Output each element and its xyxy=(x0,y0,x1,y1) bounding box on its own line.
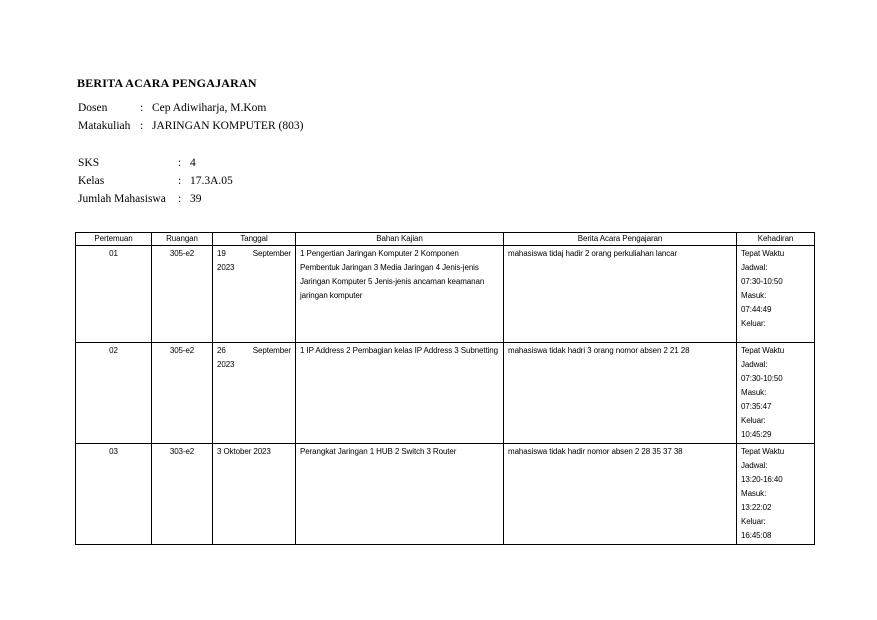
matakuliah-row xyxy=(78,117,303,135)
cell-pertemuan: 02 xyxy=(76,343,152,444)
tanggal-day-month xyxy=(217,344,291,358)
kehadiran-masuk: 07:44:49 xyxy=(741,305,772,314)
cell-tanggal: 3 Oktober 2023 xyxy=(213,444,296,545)
cell-kehadiran xyxy=(737,246,815,343)
cell-ruangan: 303-e2 xyxy=(152,444,213,545)
tanggal-day: 26 xyxy=(217,346,226,355)
kehadiran-status: Tepat Waktu xyxy=(741,346,785,355)
cell-berita-acara: mahasiswa tidak hadir nomor absen 2 28 35 37 38 xyxy=(504,444,737,545)
tanggal-year: 2023 xyxy=(217,263,235,272)
document-title: BERITA ACARA PENGAJARAN xyxy=(77,76,257,90)
table-row xyxy=(76,343,815,444)
kehadiran-masuk-label: Masuk: xyxy=(741,388,767,397)
table-header-row xyxy=(76,233,815,246)
cell-tanggal xyxy=(213,343,296,444)
kehadiran-keluar-label: Keluar: xyxy=(741,416,766,425)
dosen-colon: : xyxy=(140,102,144,114)
sks-colon: : xyxy=(178,157,182,169)
kehadiran-keluar: 10:45:29 xyxy=(741,430,772,439)
cell-berita-acara: mahasiswa tidaj hadir 2 orang perkuliahan lancar xyxy=(504,246,737,343)
cell-pertemuan: 03 xyxy=(76,444,152,545)
kelas-colon: : xyxy=(178,175,182,187)
class-info xyxy=(78,154,233,208)
jumlah-mahasiswa-value: 39 xyxy=(190,193,202,205)
kehadiran-jadwal: 07:30-10:50 xyxy=(741,277,783,286)
kehadiran-status: Tepat Waktu xyxy=(741,249,785,258)
kehadiran-jadwal-label: Jadwal: xyxy=(741,360,768,369)
kelas-row xyxy=(78,172,233,190)
table-row xyxy=(76,444,815,545)
tanggal-day: 19 xyxy=(217,249,226,258)
matakuliah-label: Matakuliah xyxy=(78,120,131,132)
sks-value: 4 xyxy=(190,157,196,169)
jumlah-mahasiswa-label: Jumlah Mahasiswa xyxy=(78,193,166,205)
kehadiran-jadwal: 07:30-10:50 xyxy=(741,374,783,383)
header-kehadiran: Kehadiran xyxy=(737,233,815,246)
cell-bahan-kajian: 1 IP Address 2 Pembagian kelas IP Address 3 Subnetting xyxy=(296,343,504,444)
matakuliah-colon: : xyxy=(140,120,144,132)
tanggal-month: September xyxy=(252,249,291,258)
cell-kehadiran xyxy=(737,343,815,444)
tanggal-year: 2023 xyxy=(217,360,235,369)
cell-bahan-kajian: Perangkat Jaringan 1 HUB 2 Switch 3 Router xyxy=(296,444,504,545)
kehadiran-masuk: 13:22:02 xyxy=(741,503,772,512)
kehadiran-masuk: 07:35:47 xyxy=(741,402,772,411)
cell-tanggal xyxy=(213,246,296,343)
sks-label: SKS xyxy=(78,157,100,169)
jumlah-mahasiswa-colon: : xyxy=(178,193,182,205)
kelas-value: 17.3A.05 xyxy=(190,175,233,187)
kehadiran-jadwal-label: Jadwal: xyxy=(741,263,768,272)
header-ruangan: Ruangan xyxy=(152,233,213,246)
header-berita-acara: Berita Acara Pengajaran xyxy=(504,233,737,246)
kehadiran-jadwal-label: Jadwal: xyxy=(741,461,768,470)
kehadiran-keluar-label: Keluar: xyxy=(741,319,766,328)
dosen-row xyxy=(78,99,303,117)
cell-ruangan: 305-e2 xyxy=(152,343,213,444)
sks-row xyxy=(78,154,233,172)
teaching-record-table xyxy=(75,232,815,545)
kehadiran-masuk-label: Masuk: xyxy=(741,489,767,498)
jumlah-mahasiswa-row xyxy=(78,190,233,208)
header-tanggal: Tanggal xyxy=(213,233,296,246)
kehadiran-keluar-label: Keluar: xyxy=(741,517,766,526)
cell-berita-acara: mahasiswa tidak hadri 3 orang nomor absen 2 21 28 xyxy=(504,343,737,444)
cell-ruangan: 305-e2 xyxy=(152,246,213,343)
tanggal-day-month xyxy=(217,247,291,261)
matakuliah-value: JARINGAN KOMPUTER (803) xyxy=(152,120,304,132)
kehadiran-status: Tepat Waktu xyxy=(741,447,785,456)
kehadiran-jadwal: 13:20-16:40 xyxy=(741,475,783,484)
dosen-label: Dosen xyxy=(78,102,108,114)
lecturer-info xyxy=(78,99,303,135)
kehadiran-keluar: 16:45:08 xyxy=(741,531,772,540)
dosen-value: Cep Adiwiharja, M.Kom xyxy=(152,102,267,114)
kehadiran-masuk-label: Masuk: xyxy=(741,291,767,300)
cell-bahan-kajian: 1 Pengertian Jaringan Komputer 2 Komponen Pembentuk Jaringan 3 Media Jaringan 4 Jenis-jenis Jaringan Komputer 5 Jenis-jenis ancaman keamanan jaringan komputer xyxy=(296,246,504,343)
header-bahan-kajian: Bahan Kajian xyxy=(296,233,504,246)
cell-pertemuan: 01 xyxy=(76,246,152,343)
header-pertemuan: Pertemuan xyxy=(76,233,152,246)
cell-kehadiran xyxy=(737,444,815,545)
table-row xyxy=(76,246,815,343)
kelas-label: Kelas xyxy=(78,175,105,187)
tanggal-month: September xyxy=(252,346,291,355)
